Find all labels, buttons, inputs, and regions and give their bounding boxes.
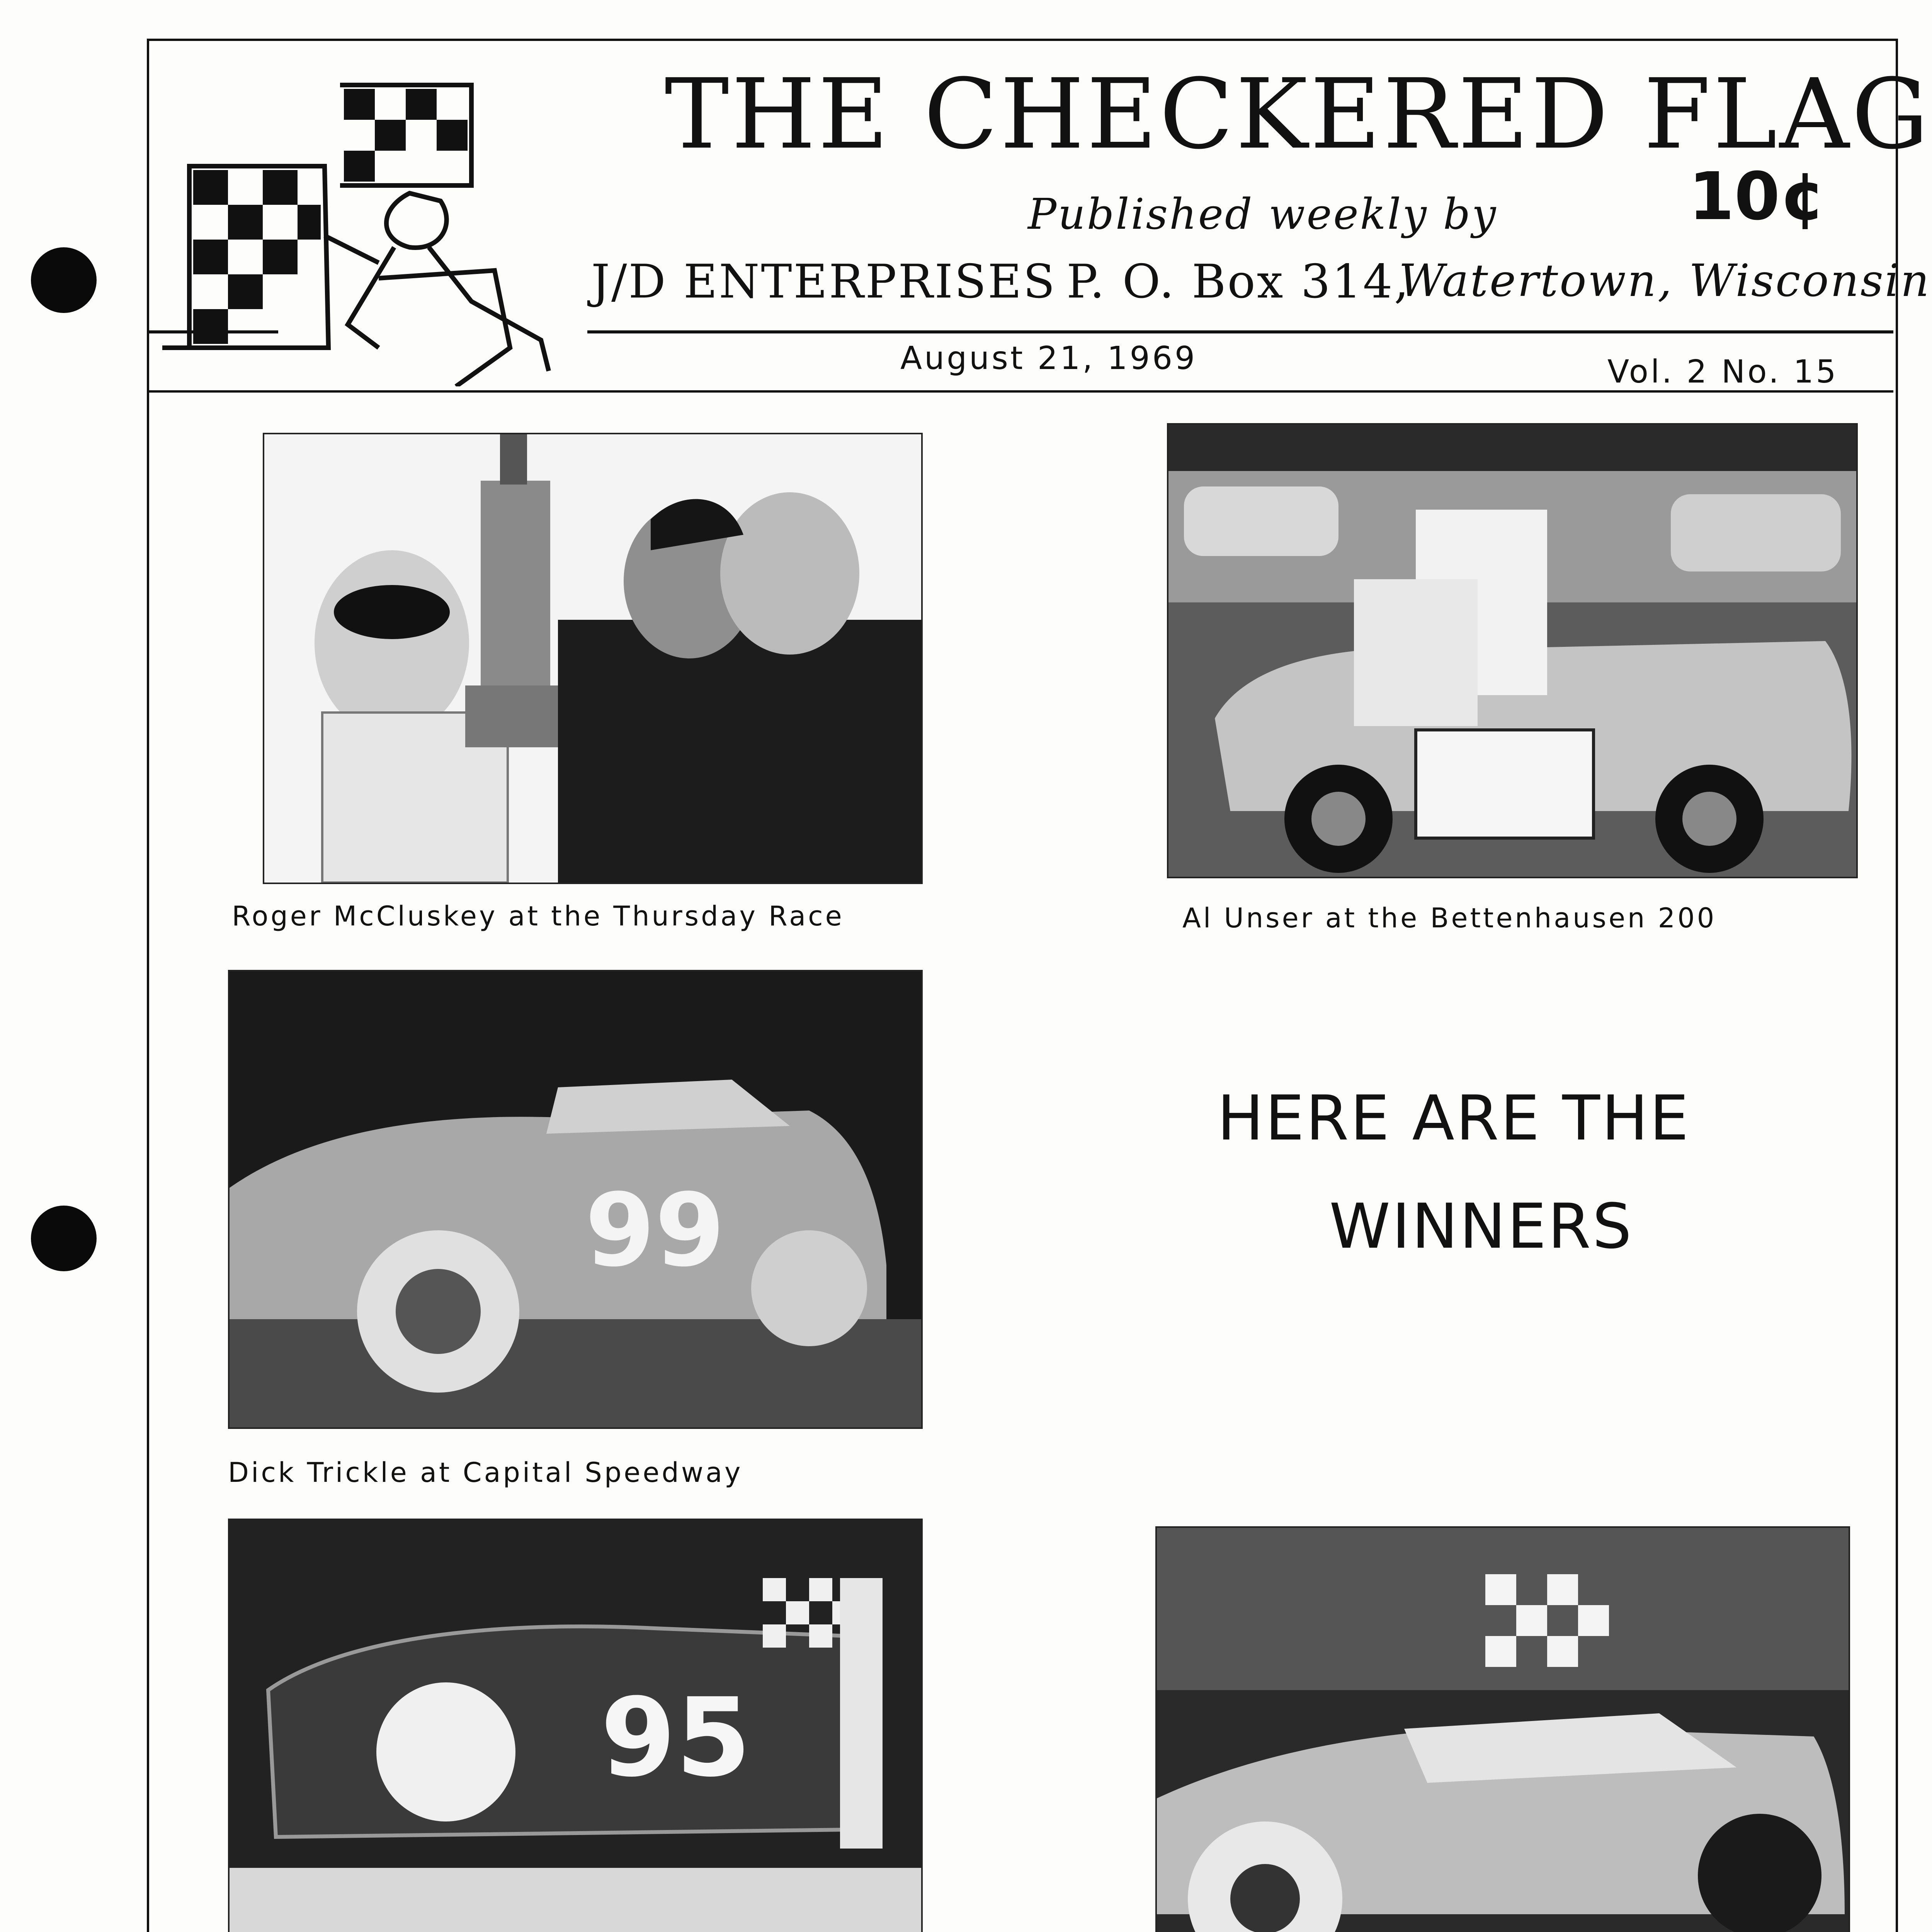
headline-line-1: HERE ARE THE: [1217, 1082, 1690, 1154]
masthead-title: THE CHECKERED FLAG: [665, 58, 1931, 170]
headline-line-2: WINNERS: [1329, 1190, 1633, 1262]
issue-volume: Vol. 2 No. 15: [1607, 354, 1838, 390]
publisher-city: Watertown, Wisconsin: [1399, 255, 1931, 307]
masthead-rule-left: [147, 330, 278, 333]
car-number-95: 95: [600, 1675, 751, 1801]
photo-dick-trickle: [228, 970, 923, 1429]
car-number-99: 99: [585, 1172, 725, 1289]
photo-al-unser: [1167, 423, 1858, 878]
header-bottom-rule: [147, 390, 1893, 393]
photo-caption-1: Roger McCluskey at the Thursday Race: [232, 900, 844, 932]
binder-hole-middle: [31, 1206, 97, 1271]
photo-lee-weber: [1155, 1526, 1850, 1932]
issue-date: August 21, 1969: [900, 340, 1197, 377]
photo-caption-3: Dick Trickle at Capital Speedway: [228, 1457, 743, 1488]
publisher-address: P. O. Box 314,: [1066, 255, 1410, 309]
published-by: Published weekly by: [1028, 189, 1498, 239]
photo-caption-2: Al Unser at the Bettenhausen 200: [1182, 902, 1717, 934]
photo-eddie-hume: [228, 1519, 923, 1932]
flagman-illustration: [162, 54, 572, 386]
price-label: 10¢: [1689, 158, 1826, 235]
publisher-name: J/D ENTERPRISES: [591, 255, 1056, 309]
binder-hole-top: [31, 247, 97, 313]
masthead-rule: [587, 330, 1893, 333]
photo-roger-mccluskey: [263, 433, 923, 884]
